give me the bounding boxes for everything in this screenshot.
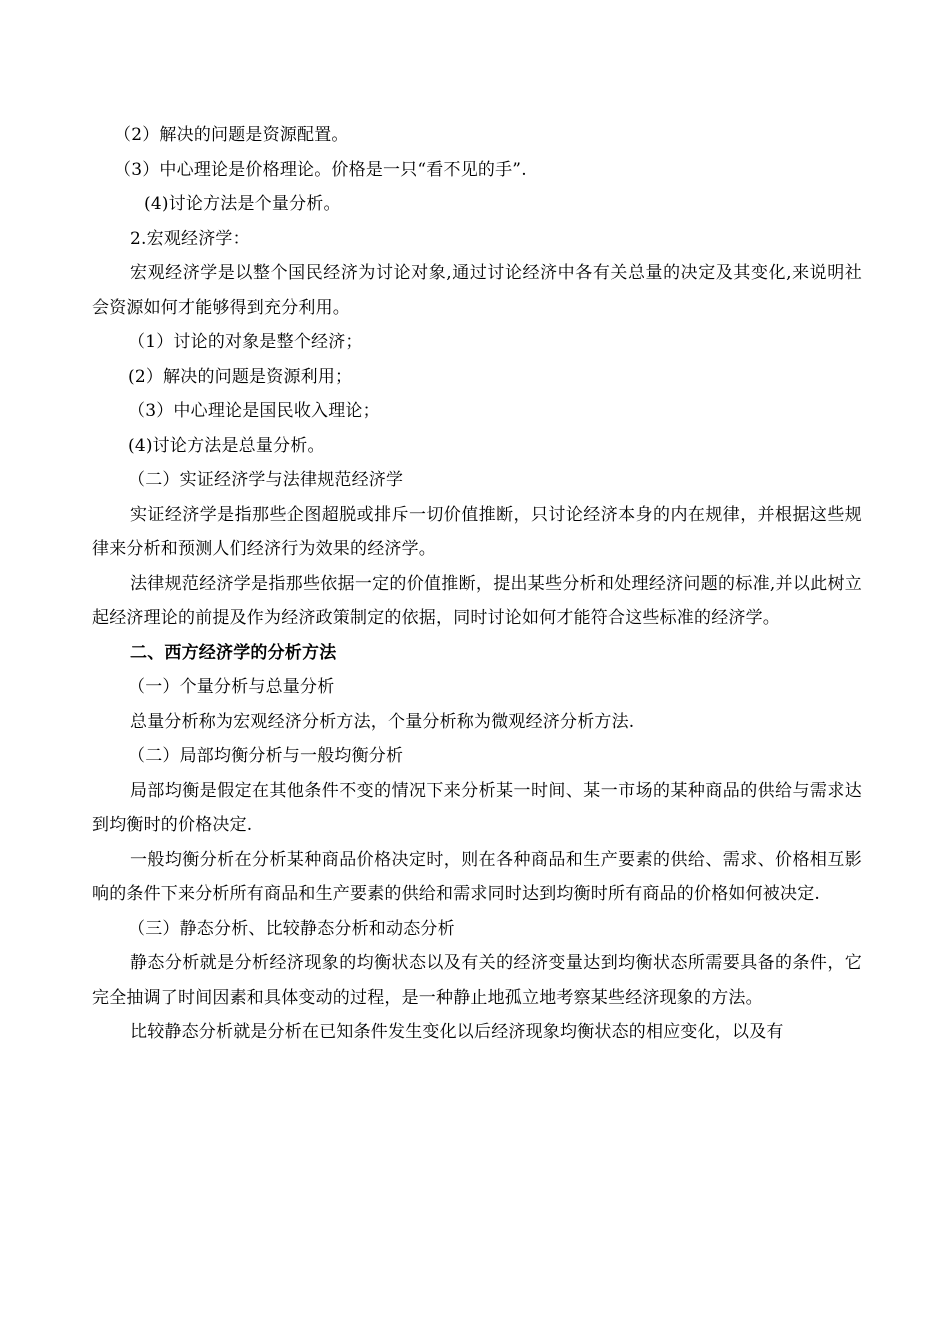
paragraph: 比较静态分析就是分析在已知条件发生变化以后经济现象均衡状态的相应变化，以及有 [130, 1022, 784, 1042]
document-body [0, 118, 950, 1050]
paragraph: （3）中心理论是价格理论。价格是一只“看不见的手”. [114, 159, 527, 180]
section-heading: 2.宏观经济学： [130, 228, 250, 249]
paragraph: 局部均衡是假定在其他条件不变的情况下来分析某一时间、某一市场的某种商品的供给与需求达到均衡时的价格决定. [92, 780, 862, 835]
paragraph: 一般均衡分析在分析某种商品价格决定时，则在各种商品和生产要素的供给、需求、价格相互影响的条件下来分析所有商品和生产要素的供给和需求同时达到均衡时所有商品的价格如何被决定. [92, 849, 862, 904]
paragraph: (4)讨论方法是总量分析。 [128, 435, 325, 456]
paragraph: 静态分析就是分析经济现象的均衡状态以及有关的经济变量达到均衡状态所需要具备的条件，它完全抽调了时间因素和具体变动的过程，是一种静止地孤立地考察某些经济现象的方法。 [92, 953, 862, 1008]
paragraph: 法律规范经济学是指那些依据一定的价值推断，提出某些分析和处理经济问题的标准,并以此树立起经济理论的前提及作为经济政策制定的依据，同时讨论如何才能符合这些标准的经济学。 [92, 573, 862, 628]
paragraph: 宏观经济学是以整个国民经济为讨论对象,通过讨论经济中各有关总量的决定及其变化,来说明社会资源如何才能够得到充分利用。 [92, 263, 862, 318]
subsection-heading: （一）个量分析与总量分析 [128, 677, 335, 697]
paragraph: 总量分析称为宏观经济分析方法，个量分析称为微观经济分析方法. [130, 711, 635, 732]
paragraph: (2）解决的问题是资源利用； [128, 366, 353, 387]
subsection-heading: （二）实证经济学与法律规范经济学 [128, 470, 404, 490]
section-heading: 二、西方经济学的分析方法 [130, 642, 337, 663]
subsection-heading: （二）局部均衡分析与一般均衡分析 [128, 746, 404, 766]
paragraph: （2）解决的问题是资源配置。 [114, 125, 349, 145]
paragraph: (4)讨论方法是个量分析。 [144, 194, 341, 214]
paragraph: 实证经济学是指那些企图超脱或排斥一切价值推断，只讨论经济本身的内在规律，并根据这些规律来分析和预测人们经济行为效果的经济学。 [92, 504, 862, 559]
paragraph: （1）讨论的对象是整个经济； [128, 332, 363, 352]
paragraph: （3）中心理论是国民收入理论； [128, 401, 380, 421]
subsection-heading: （三）静态分析、比较静态分析和动态分析 [128, 918, 455, 939]
